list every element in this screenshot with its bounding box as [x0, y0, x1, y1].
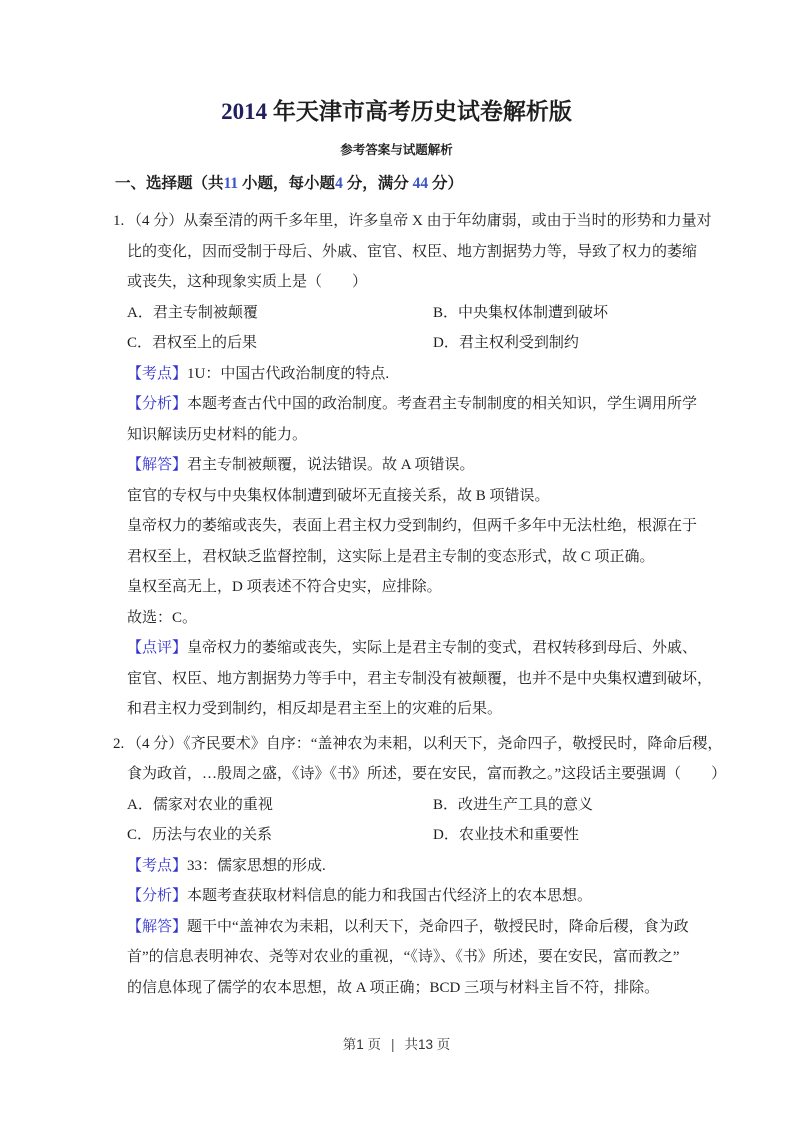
question-1-stem-line: 比的变化，因而受制于母后、外戚、宦官、权臣、地方割据势力等，导致了权力的萎缩	[127, 243, 698, 260]
fenxi-label: 【分析】	[127, 396, 188, 412]
section-header-points: 4	[335, 175, 343, 192]
title-text: 年天津市高考历史试卷解析版	[267, 99, 572, 124]
section-header-count: 11	[223, 175, 239, 192]
section-header-text: 小题，每小题	[238, 175, 336, 192]
question-1-stem-line	[113, 206, 712, 237]
question-1-jieda-line: 皇帝权力的萎缩或丧失，表面上君主权力受到制约，但两千多年中无法杜绝，根源在于	[127, 518, 698, 534]
section-header-text: 分）	[428, 175, 463, 192]
question-1-options-row	[127, 298, 683, 329]
question-1-jieda-line: 宦官的专权与中央集权体制遭到破坏无直接关系，故 B 项错误。	[127, 487, 550, 504]
question-1-number: 1.	[113, 213, 125, 229]
jieda-text: 题干中“盖神农为耒耜，以利天下，尧命四子，敬授民时，降命后稷，食为政	[187, 918, 689, 935]
jieda-label: 【解答】	[127, 457, 188, 473]
footer-total-pages: 共13 页	[404, 1037, 451, 1052]
fenxi-text: 本题考查古代中国的政治制度。考查君主专制制度的相关知识，学生调用所学	[187, 396, 698, 412]
question-1-answer-line: 故选：C。	[127, 609, 198, 626]
question-2-stem-line: 食为政首，…殷周之盛，《诗》《书》所述，要在安民，富而教之。”这段话主要强调（ ）	[127, 766, 727, 782]
question-1-options-row	[127, 328, 683, 359]
question-1-option-a: A．君主专制被颠覆	[127, 304, 258, 321]
question-2-fenxi-line	[127, 881, 683, 912]
footer-page-number: 第1 页	[342, 1037, 381, 1052]
jieda-label: 【解答】	[127, 918, 188, 935]
question-2-options-row	[127, 790, 683, 821]
question-2-jieda-line: 的信息体现了儒学的农本思想，故 A 项正确；BCD 三项与材料主旨不符，排除。	[127, 979, 660, 996]
document-body	[113, 206, 727, 1003]
question-2-number: 2.	[113, 735, 125, 752]
kaodian-text: 1U：中国古代政治制度的特点.	[187, 365, 390, 382]
question-1-stem-line: 或丧失，这种现象实质上是（ ）	[127, 274, 368, 290]
dianping-text: 皇帝权力的萎缩或丧失，实际上是君主专制的变式，君权转移到母后、外戚、	[187, 640, 698, 656]
footer-separator: |	[390, 1037, 395, 1052]
question-2	[113, 729, 727, 1004]
question-2-stem-line	[113, 729, 723, 760]
question-1-stem-text: （4 分）从秦至清的两千多年里，许多皇帝 X 由于年幼庸弱，或由于当时的形势和力量对	[127, 213, 712, 229]
question-2-option-c: C．历法与农业的关系	[127, 827, 273, 843]
question-1-dianping-line: 和君主权力受到制约，相反却是君主至上的灾难的后果。	[127, 701, 503, 717]
question-1-jieda-line: 君权至上，君权缺乏监督控制，这实际上是君主专制的变态形式，故 C 项正确。	[127, 548, 655, 565]
question-2-option-b: B．改进生产工具的意义	[433, 796, 594, 813]
question-2-kaodian-line	[127, 851, 683, 882]
title-year: 2014	[221, 99, 268, 124]
question-1	[113, 206, 713, 725]
section-header-text: 分，满分	[342, 175, 413, 192]
question-1-option-b: B．中央集权体制遭到破坏	[433, 304, 609, 321]
question-2-stem-text: （4 分）《齐民要术》自序：“盖神农为耒耜，以利天下，尧命四子，敬授民时，降命后稷，	[127, 735, 723, 752]
question-2-jieda-line	[127, 912, 689, 943]
dianping-label: 【点评】	[127, 640, 188, 656]
section-header-total-points: 44	[412, 175, 429, 192]
kaodian-label: 【考点】	[127, 857, 188, 874]
question-2-option-d: D．农业技术和重要性	[433, 827, 579, 843]
question-1-kaodian-line	[127, 359, 683, 390]
kaodian-label: 【考点】	[127, 365, 188, 382]
fenxi-text: 本题考查获取材料信息的能力和我国古代经济上的农本思想。	[187, 888, 593, 904]
question-1-jieda-line	[127, 450, 683, 481]
document-title	[0, 97, 793, 127]
question-2-option-a: A．儒家对农业的重视	[127, 796, 273, 813]
question-1-fenxi-line	[127, 389, 698, 420]
section-header	[115, 173, 793, 194]
document-subtitle: 参考答案与试题解析	[340, 143, 453, 157]
jieda-text: 君主专制被颠覆，说法错误。故 A 项错误。	[187, 457, 475, 473]
question-1-jieda-line: 皇权至高无上，D 项表述不符合史实，应排除。	[127, 579, 442, 595]
question-1-option-c: C．君权至上的后果	[127, 335, 258, 351]
question-1-dianping-line	[127, 633, 698, 664]
section-header-text: 一、选择题（共	[115, 175, 224, 192]
question-1-option-d: D．君主权利受到制约	[433, 335, 579, 351]
question-1-dianping-line: 宦官、权臣、地方割据势力等手中，君主专制没有被颠覆，也并不是中央集权遭到破坏，	[127, 670, 713, 687]
fenxi-label: 【分析】	[127, 888, 188, 904]
question-2-options-row	[127, 820, 683, 851]
kaodian-text: 33：儒家思想的形成.	[187, 857, 326, 874]
page-footer	[0, 1036, 793, 1054]
question-1-fenxi-line: 知识解读历史材料的能力。	[127, 426, 308, 443]
question-2-jieda-line: 首”的信息表明神农、尧等对农业的重视，“《诗》、《书》所述，要在安民，富而教之”	[127, 949, 680, 965]
